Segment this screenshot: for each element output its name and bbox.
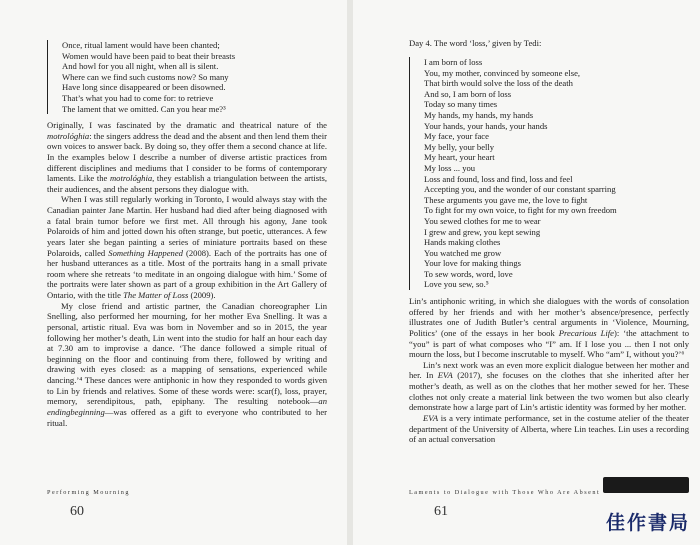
poem-line: Once, ritual lament would have been chanted; (62, 40, 220, 50)
body-text: , they establish a triangulation between the artists, their audiences, and the absent persons they dialogue with. (47, 173, 327, 194)
italic-text: motrológhia (47, 130, 90, 141)
body-text: ): ‘the attachment to “you” is part of what composes who “I” am. If I lose you ... then I not only mourn the loss, but I become inscrutable to myself. Who “am” I, without you?’⁶ (409, 327, 689, 360)
body-text: Lin’s next work was an even more explicit dialogue between her mother and her. In (409, 359, 689, 381)
body-text: is a very intimate performance, set in the costume atelier of the theater department of the University of Alberta, where Lin teaches. Lin uses a recording of an actual conversation (409, 412, 689, 445)
left-body-text (47, 120, 327, 428)
watermark-logo: 佳作書局 (606, 512, 691, 534)
poem-line: Hands making clothes (424, 237, 501, 248)
italic-text: an endingbeginning (47, 396, 327, 417)
poem-line: Women would have been paid to beat their breasts (62, 50, 236, 61)
body-text: (2017), she focuses on the clothes that she inherited after her mother’s death, as well as on the clothes that her mother sewed for her. These clothes not only create a material link between the two women but also clearly demonstrate how a large part of Lin’s artistic identity was formed by her mother. (409, 370, 689, 413)
left-paragraph-1 (47, 120, 327, 194)
body-text: —was offered as a gift to everyone who contributed to her ritual. (47, 406, 327, 428)
poem-line: My belly, your belly (424, 141, 495, 152)
left-running-title: Performing Mourning (47, 489, 130, 496)
right-body-text (409, 296, 689, 445)
right-paragraph-2 (409, 360, 689, 413)
poem-line: Loss and found, loss and find, loss and feel (424, 173, 573, 184)
right-poem-quote (409, 57, 617, 290)
right-page-number: 61 (434, 504, 448, 519)
poem-line: You watched me grow (424, 247, 502, 258)
poem-line: You, my mother, convinced by someone else, (424, 67, 581, 78)
body-text: (2009). (188, 290, 216, 300)
poem-line: That birth would solve the loss of the death (424, 78, 573, 89)
body-text: Lin’s antiphonic writing, in which she dialogues with the words of consolation offered by her friends and with her mother’s absence/presence, perfectly illustrates one of Judith Butler’s central arguments in ‘Violence, Mourning, Politics’ (one of the essays in her book (409, 296, 689, 338)
poem-line: To sew words, word, love (424, 268, 513, 279)
right-running-title: Laments to Dialogue with Those Who Are Absent (409, 489, 601, 496)
left-poem-quote (47, 40, 235, 114)
left-page-number: 60 (70, 504, 84, 519)
body-text: When I was still regularly working in Toronto, I would always stay with the Canadian painter Jane Martin. Her husband had died after being diagnosed with a fatal brain tumor before we first met. All through his agony, Jane took Polaroids of him and jotted down his often strange, but poetic, utterances. A few years later she began painting a series of miniature portraits based on these Polaroids, called (47, 194, 327, 258)
poem-line: And howl for you all night, when all is silent. (62, 61, 219, 72)
poem-line: My loss ... you (424, 162, 476, 173)
body-text: (2008). Each of the portraits has one of her husband utterances as a title. Most of the portraits hang in a small private room where she retreats ‘to meditate in an ongoing dialogue with him.’ Some of the portraits were later shown as part of a group exhibition in the Art Gallery of Ontario, with the title (47, 247, 327, 300)
poem-line: My hands, my hands, my hands (424, 109, 534, 120)
italic-text: Precarious Life (558, 327, 614, 338)
poem-line: Accepting you, and the wonder of our constant sparring (424, 184, 616, 195)
poem-line: To fight for my own voice, to fight for my own freedom (424, 205, 617, 216)
poem-line: The lament that we omitted. Can you hear me?³ (62, 103, 226, 114)
poem-line: Have long since disappeared or been disowned. (62, 82, 226, 93)
italic-text: EVA (437, 370, 453, 381)
right-section-heading: Day 4. The word ‘loss,’ given by Tedi: (409, 38, 542, 48)
poem-line: I am born of loss (424, 57, 483, 67)
poem-line: You sewed clothes for me to wear (424, 215, 541, 226)
poem-line: Love you sew, so.⁵ (424, 279, 489, 290)
poem-line: Your love for making things (424, 258, 521, 269)
poem-line: My heart, your heart (424, 152, 495, 163)
poem-line: Today so many times (424, 99, 498, 110)
left-paragraph-2 (47, 194, 327, 300)
book-gutter (347, 0, 353, 545)
poem-line: Where can we find such customs now? So many (62, 71, 229, 82)
body-text: : the singers address the dead and the absent and then lend them their own voices to answer back. By doing so, they offer them a second chance at life. In the examples below I describe a number of diverse artistic practices from different disciplines and mediums that I consider to be forms of contemporary laments. Like the (47, 130, 327, 184)
italic-text: EVA (423, 412, 439, 423)
body-text: Originally, I was fascinated by the dramatic and theatrical nature of the (47, 120, 327, 130)
body-text: My close friend and artistic partner, the Canadian choreographer Lin Snelling, also performed her mourning, for her mother Eva Snelling. It was a personal, artistic ritual. Eva was born in November and so in 2015, the year following her mother’s death, Lin went into the studio for half an hour each day at 7.30 am to improvise a dance. ‘The dance followed a simple ritual of beginning on the floor and continuing from there, followed by writing and drawing with eyes closed: as a mapping of sensations, experienced while dancing.’⁴ These dances were antiphonic in how they responded to words given to Lin by friends and relatives. Some of these words were: scar(f), loss, prayer, memory, serendipitous, path, epiphany. The resulting notebook— (47, 300, 327, 407)
italic-text: The Matter of Loss (123, 290, 189, 300)
poem-line: And so, I am born of loss (424, 88, 512, 99)
poem-line: That’s what you had to come for: to retrieve (62, 92, 214, 103)
poem-line: Your hands, your hands, your hands (424, 120, 548, 131)
left-paragraph-3 (47, 301, 327, 429)
poem-line: These arguments you gave me, the love to fight (424, 194, 588, 205)
redaction-bar (603, 477, 689, 493)
poem-line: I grew and grew, you kept sewing (424, 226, 541, 237)
italic-text: Something Happened (108, 247, 183, 258)
italic-text: motrológhia (109, 173, 153, 184)
right-paragraph-3 (409, 413, 689, 445)
right-paragraph-1 (409, 296, 689, 360)
poem-line: My face, your face (424, 131, 489, 142)
